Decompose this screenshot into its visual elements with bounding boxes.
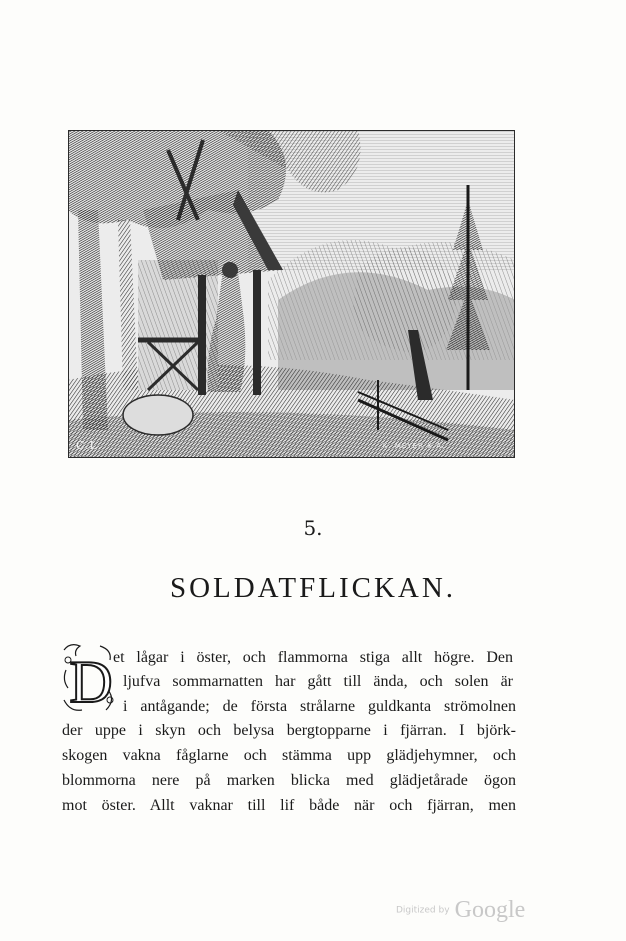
body-line-1: et lågar i öster, och flammorna stiga allt högre. Den: [113, 649, 513, 666]
artist-signature: C.L.: [76, 439, 103, 452]
body-line-2: ljufva sommarnatten har gått till ända, och solen är: [123, 673, 513, 690]
body-line-5: skogen vakna fåglarne och stämma upp glädjehymner, och: [62, 747, 516, 764]
chapter-number: 5.: [303, 516, 323, 540]
body-line-3: i antågande; de första strålarne guldkanta strömolnen: [123, 698, 516, 715]
google-watermark: [396, 897, 525, 924]
dropcap-letter: D: [69, 649, 113, 715]
body-line-6: blommorna nere på marken blicka med glädjetårade ögon: [62, 772, 516, 789]
engraving-image: [68, 130, 515, 458]
engraving-illustration: [68, 130, 515, 458]
chapter-title: SOLDATFLICKAN.: [169, 572, 457, 604]
body-line-4: der uppe i skyn och belysa bergtopparne i fjärran. I björk-: [62, 722, 516, 739]
watermark-brand: Google: [454, 897, 526, 923]
watermark-prefix: Digitized by: [396, 905, 450, 916]
engraver-signature: K. MEYER X.A.: [382, 442, 445, 450]
body-line-7: mot öster. Allt vaknar till lif både när och fjärran, men: [62, 797, 516, 814]
